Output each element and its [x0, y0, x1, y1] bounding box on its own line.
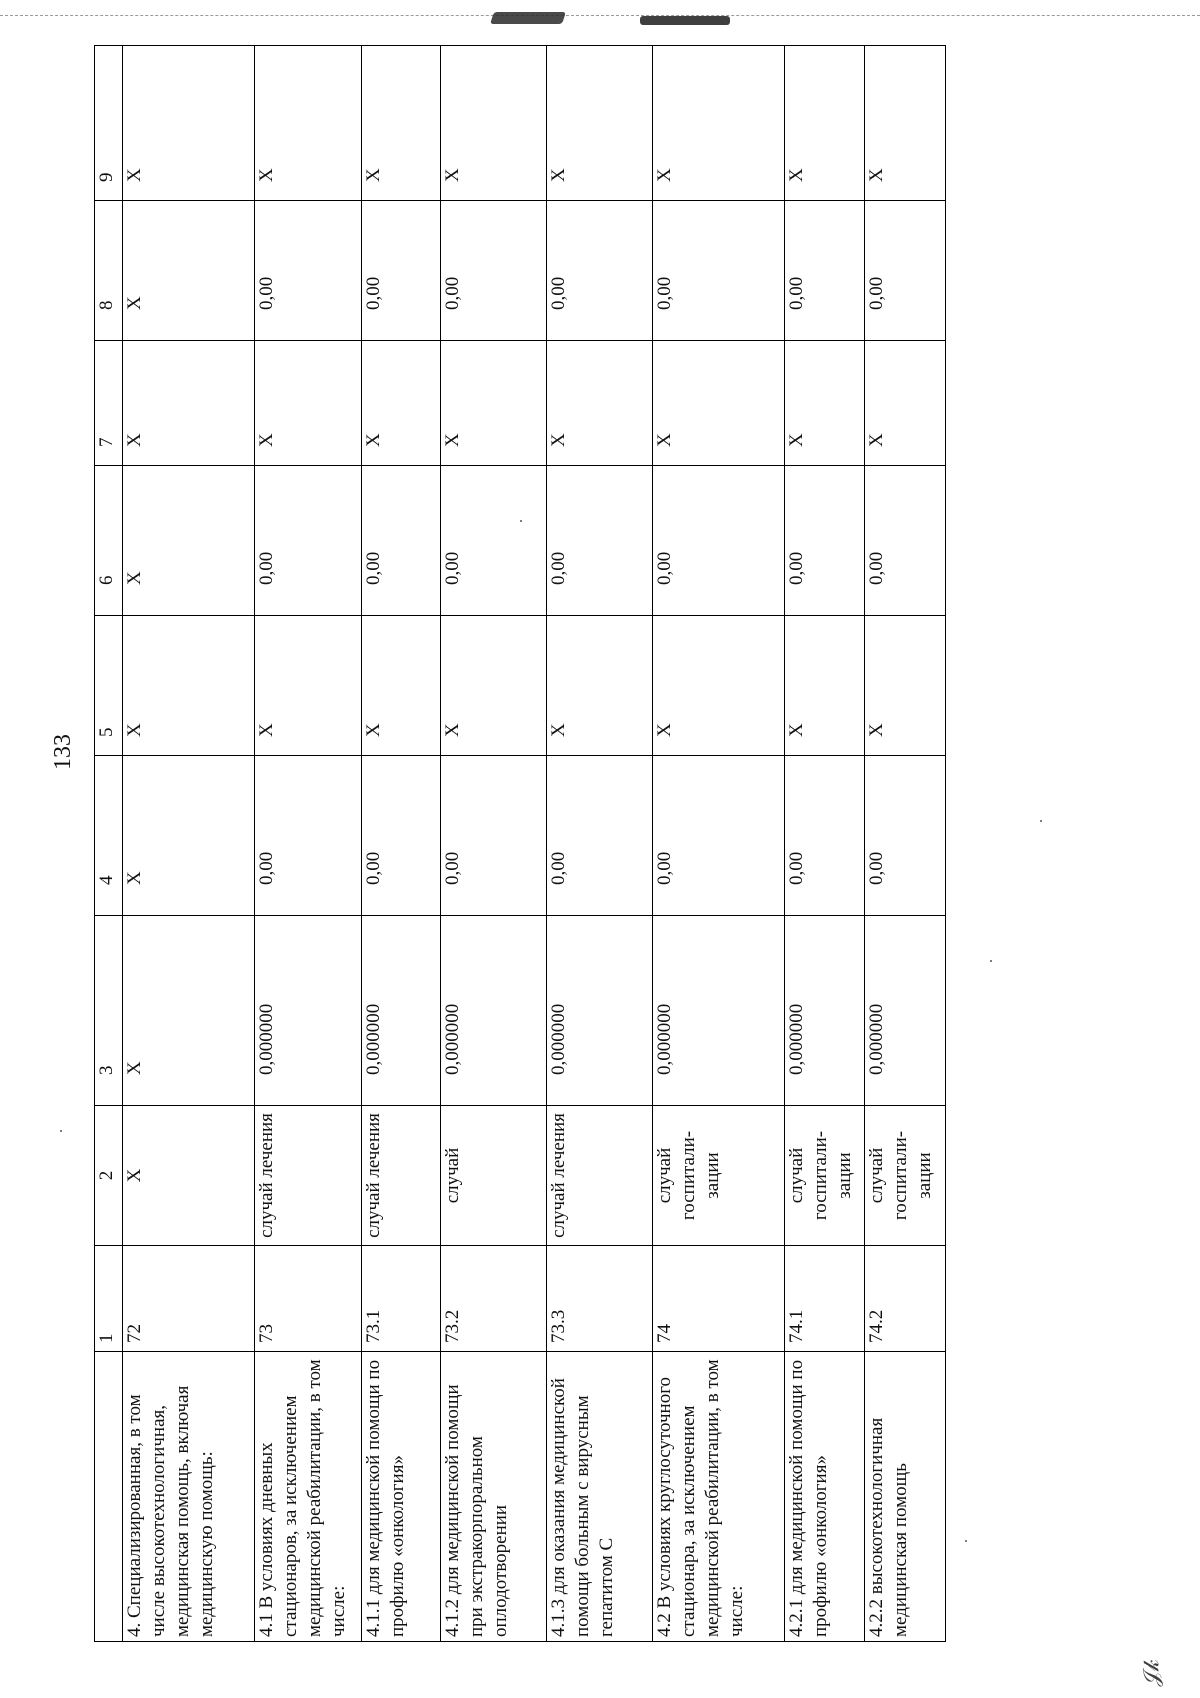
- table-row: [546, 46, 652, 1642]
- scan-speck: [60, 1130, 62, 1132]
- row-code-cell: 73.1: [361, 1246, 440, 1352]
- value-cell-col3: X: [122, 916, 254, 1106]
- value-cell-col4: 0,00: [361, 756, 440, 916]
- scan-speck: [1040, 820, 1042, 822]
- table-row: [254, 46, 361, 1642]
- value-cell-col5: X: [361, 616, 440, 756]
- scan-speck: [990, 960, 992, 962]
- row-name-cell: 4.1.1 для медицинской помощи по профилю «онкология»: [361, 1352, 440, 1642]
- value-cell-col5: X: [865, 616, 946, 756]
- value-cell-col5: X: [546, 616, 652, 756]
- header-cell: 2: [95, 1106, 123, 1246]
- value-cell-col4: 0,00: [546, 756, 652, 916]
- unit-cell: случай лечения: [254, 1106, 361, 1246]
- page-number: 133: [50, 734, 76, 770]
- value-cell-col4: 0,00: [441, 756, 547, 916]
- row-code-cell: 74.1: [785, 1246, 865, 1352]
- row-name-cell: 4.2.1 для медицинской помощи по профилю «онкология»: [785, 1352, 865, 1642]
- value-cell-col9: X: [865, 46, 946, 201]
- value-cell-col8: 0,00: [254, 201, 361, 341]
- value-cell-col3: 0,000000: [361, 916, 440, 1106]
- value-cell-col9: X: [122, 46, 254, 201]
- row-name-cell: 4.2.2 высокотехнологичная медицинская помощь: [865, 1352, 946, 1642]
- value-cell-col6: 0,00: [441, 466, 547, 616]
- value-cell-col5: X: [122, 616, 254, 756]
- data-table: [94, 45, 946, 1642]
- value-cell-col3: 0,000000: [441, 916, 547, 1106]
- table-row: [652, 46, 784, 1642]
- value-cell-col6: X: [122, 466, 254, 616]
- signature-mark: 𝒥𝓀: [1138, 1659, 1164, 1687]
- value-cell-col5: X: [441, 616, 547, 756]
- value-cell-col4: 0,00: [865, 756, 946, 916]
- value-cell-col7: X: [785, 341, 865, 466]
- value-cell-col9: X: [361, 46, 440, 201]
- value-cell-col8: 0,00: [546, 201, 652, 341]
- value-cell-col8: 0,00: [441, 201, 547, 341]
- header-cell: 6: [95, 466, 123, 616]
- header-cell: 8: [95, 201, 123, 341]
- header-cell-empty: [95, 1352, 123, 1642]
- row-code-cell: 72: [122, 1246, 254, 1352]
- value-cell-col5: X: [785, 616, 865, 756]
- unit-cell: случай: [441, 1106, 547, 1246]
- header-cell: 4: [95, 756, 123, 916]
- value-cell-col8: X: [122, 201, 254, 341]
- table-row: [441, 46, 547, 1642]
- value-cell-col3: 0,000000: [254, 916, 361, 1106]
- value-cell-col7: X: [652, 341, 784, 466]
- value-cell-col8: 0,00: [785, 201, 865, 341]
- scan-smudge: [490, 12, 566, 24]
- value-cell-col4: 0,00: [254, 756, 361, 916]
- value-cell-col9: X: [652, 46, 784, 201]
- header-cell: 5: [95, 616, 123, 756]
- unit-cell: X: [122, 1106, 254, 1246]
- scan-top-border: [0, 15, 1200, 16]
- value-cell-col9: X: [441, 46, 547, 201]
- table-row: [785, 46, 865, 1642]
- header-cell: 1: [95, 1246, 123, 1352]
- header-cell: 9: [95, 46, 123, 201]
- row-name-cell: 4.1.2 для медицинской помощи при экстракорпоральном оплодотворении: [441, 1352, 547, 1642]
- value-cell-col4: X: [122, 756, 254, 916]
- value-cell-col9: X: [254, 46, 361, 201]
- value-cell-col3: 0,000000: [546, 916, 652, 1106]
- value-cell-col5: X: [254, 616, 361, 756]
- value-cell-col3: 0,000000: [865, 916, 946, 1106]
- table-row: [361, 46, 440, 1642]
- value-cell-col6: 0,00: [865, 466, 946, 616]
- unit-cell: случай госпитали-зации: [785, 1106, 865, 1246]
- header-cell: 3: [95, 916, 123, 1106]
- value-cell-col7: X: [865, 341, 946, 466]
- row-name-cell: 4.1.3 для оказания медицинской помощи больным с вирусным гепатитом С: [546, 1352, 652, 1642]
- column-number-row: [95, 46, 123, 1642]
- value-cell-col4: 0,00: [652, 756, 784, 916]
- value-cell-col9: X: [785, 46, 865, 201]
- value-cell-col7: X: [254, 341, 361, 466]
- unit-cell: случай лечения: [361, 1106, 440, 1246]
- value-cell-col6: 0,00: [254, 466, 361, 616]
- value-cell-col8: 0,00: [361, 201, 440, 341]
- value-cell-col6: 0,00: [785, 466, 865, 616]
- table-row: [865, 46, 946, 1642]
- value-cell-col9: X: [546, 46, 652, 201]
- value-cell-col8: 0,00: [865, 201, 946, 341]
- value-cell-col6: 0,00: [361, 466, 440, 616]
- scan-smudge: [640, 16, 730, 25]
- value-cell-col5: X: [652, 616, 784, 756]
- row-code-cell: 74: [652, 1246, 784, 1352]
- row-code-cell: 73.2: [441, 1246, 547, 1352]
- unit-cell: случай госпитали-зации: [652, 1106, 784, 1246]
- unit-cell: случай лечения: [546, 1106, 652, 1246]
- table-row: [122, 46, 254, 1642]
- value-cell-col6: 0,00: [652, 466, 784, 616]
- row-code-cell: 74.2: [865, 1246, 946, 1352]
- header-cell: 7: [95, 341, 123, 466]
- scan-speck: [965, 1540, 967, 1542]
- row-name-cell: 4.2 В условиях круглосуточного стационара, за исключением медицинской реабилитации, в том числе:: [652, 1352, 784, 1642]
- value-cell-col7: X: [361, 341, 440, 466]
- row-name-cell: 4.1 В условиях дневных стационаров, за исключением медицинской реабилитации, в том числе:: [254, 1352, 361, 1642]
- value-cell-col8: 0,00: [652, 201, 784, 341]
- row-code-cell: 73.3: [546, 1246, 652, 1352]
- value-cell-col7: X: [546, 341, 652, 466]
- value-cell-col3: 0,000000: [785, 916, 865, 1106]
- value-cell-col3: 0,000000: [652, 916, 784, 1106]
- unit-cell: случай госпитали-зации: [865, 1106, 946, 1246]
- value-cell-col7: X: [122, 341, 254, 466]
- rotated-table-container: [94, 46, 946, 1642]
- row-name-cell: 4. Специализированная, в том числе высокотехнологичная, медицинская помощь, включая медицинскую помощь:: [122, 1352, 254, 1642]
- value-cell-col4: 0,00: [785, 756, 865, 916]
- row-code-cell: 73: [254, 1246, 361, 1352]
- value-cell-col7: X: [441, 341, 547, 466]
- value-cell-col6: 0,00: [546, 466, 652, 616]
